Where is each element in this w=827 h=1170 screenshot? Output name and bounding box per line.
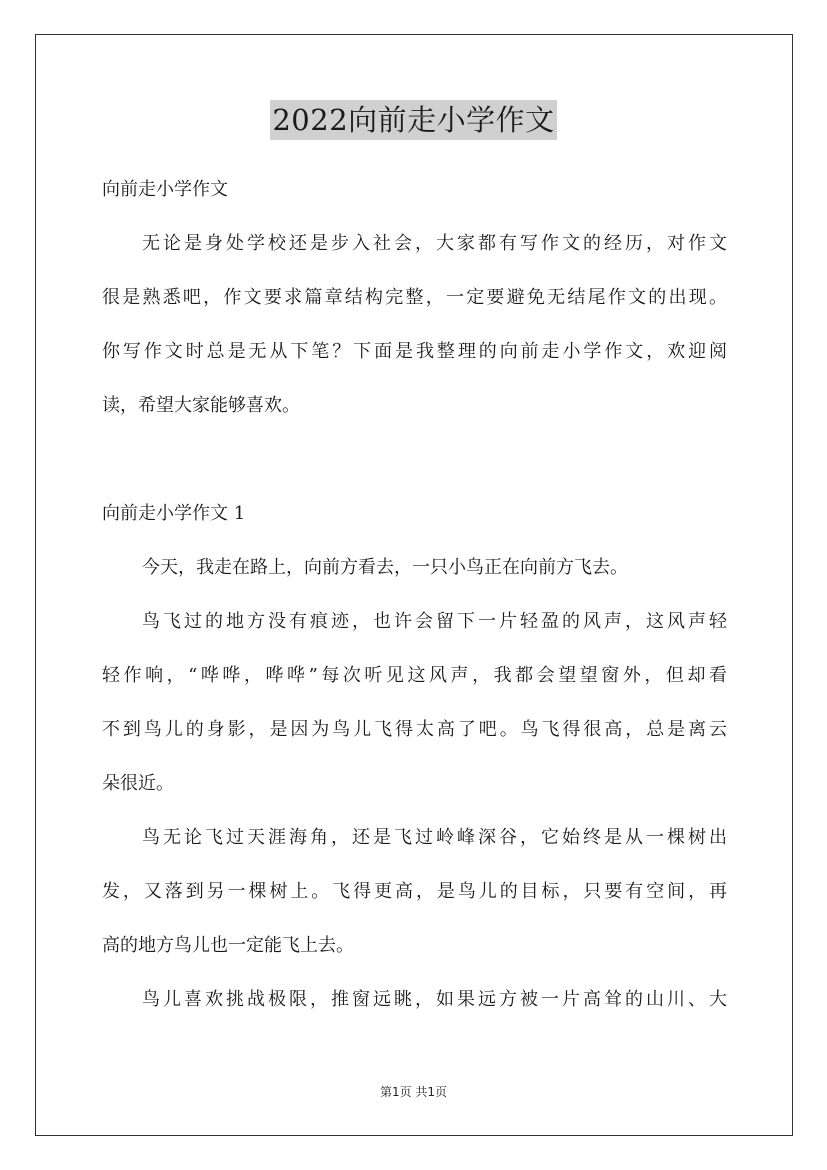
paragraph-line: 鸟无论飞过天涯海角，还是飞过岭峰深谷，它始终是从一棵树出: [142, 827, 727, 848]
document-title: 2022向前走小学作文: [270, 100, 556, 140]
title-container: [0, 100, 827, 140]
paragraph-line: 朵很近。: [102, 773, 174, 794]
intro-line: 很是熟悉吧，作文要求篇章结构完整，一定要避免无结尾作文的出现。: [102, 287, 727, 308]
paragraph-line: 轻作响，“哗哗，哗哗”每次听见这风声，我都会望望窗外，但却看: [102, 665, 727, 686]
intro-line: 无论是身处学校还是步入社会，大家都有写作文的经历，对作文: [142, 233, 727, 254]
blank-line: [102, 433, 727, 487]
paragraph-line: 鸟飞过的地方没有痕迹，也许会留下一片轻盈的风声，这风声轻: [142, 611, 727, 632]
paragraph-line: 高的地方鸟儿也一定能飞上去。: [102, 935, 354, 956]
section-heading: 向前走小学作文 1: [102, 503, 246, 524]
paragraph-line: 不到鸟儿的身影，是因为鸟儿飞得太高了吧。鸟飞得很高，总是离云: [102, 719, 727, 740]
page-footer: 第1页 共1页: [379, 1085, 448, 1099]
document-body: [102, 163, 727, 1027]
paragraph-line: 今天，我走在路上，向前方看去，一只小鸟正在向前方飞去。: [142, 557, 628, 578]
subtitle: 向前走小学作文: [102, 179, 228, 200]
intro-line: 你写作文时总是无从下笔？下面是我整理的向前走小学作文，欢迎阅: [102, 341, 727, 362]
paragraph-line: 发，又落到另一棵树上。飞得更高，是鸟儿的目标，只要有空间，再: [102, 881, 727, 902]
paragraph-line: 鸟儿喜欢挑战极限，推窗远眺，如果远方被一片高耸的山川、大: [142, 989, 727, 1010]
intro-line: 读，希望大家能够喜欢。: [102, 395, 300, 416]
